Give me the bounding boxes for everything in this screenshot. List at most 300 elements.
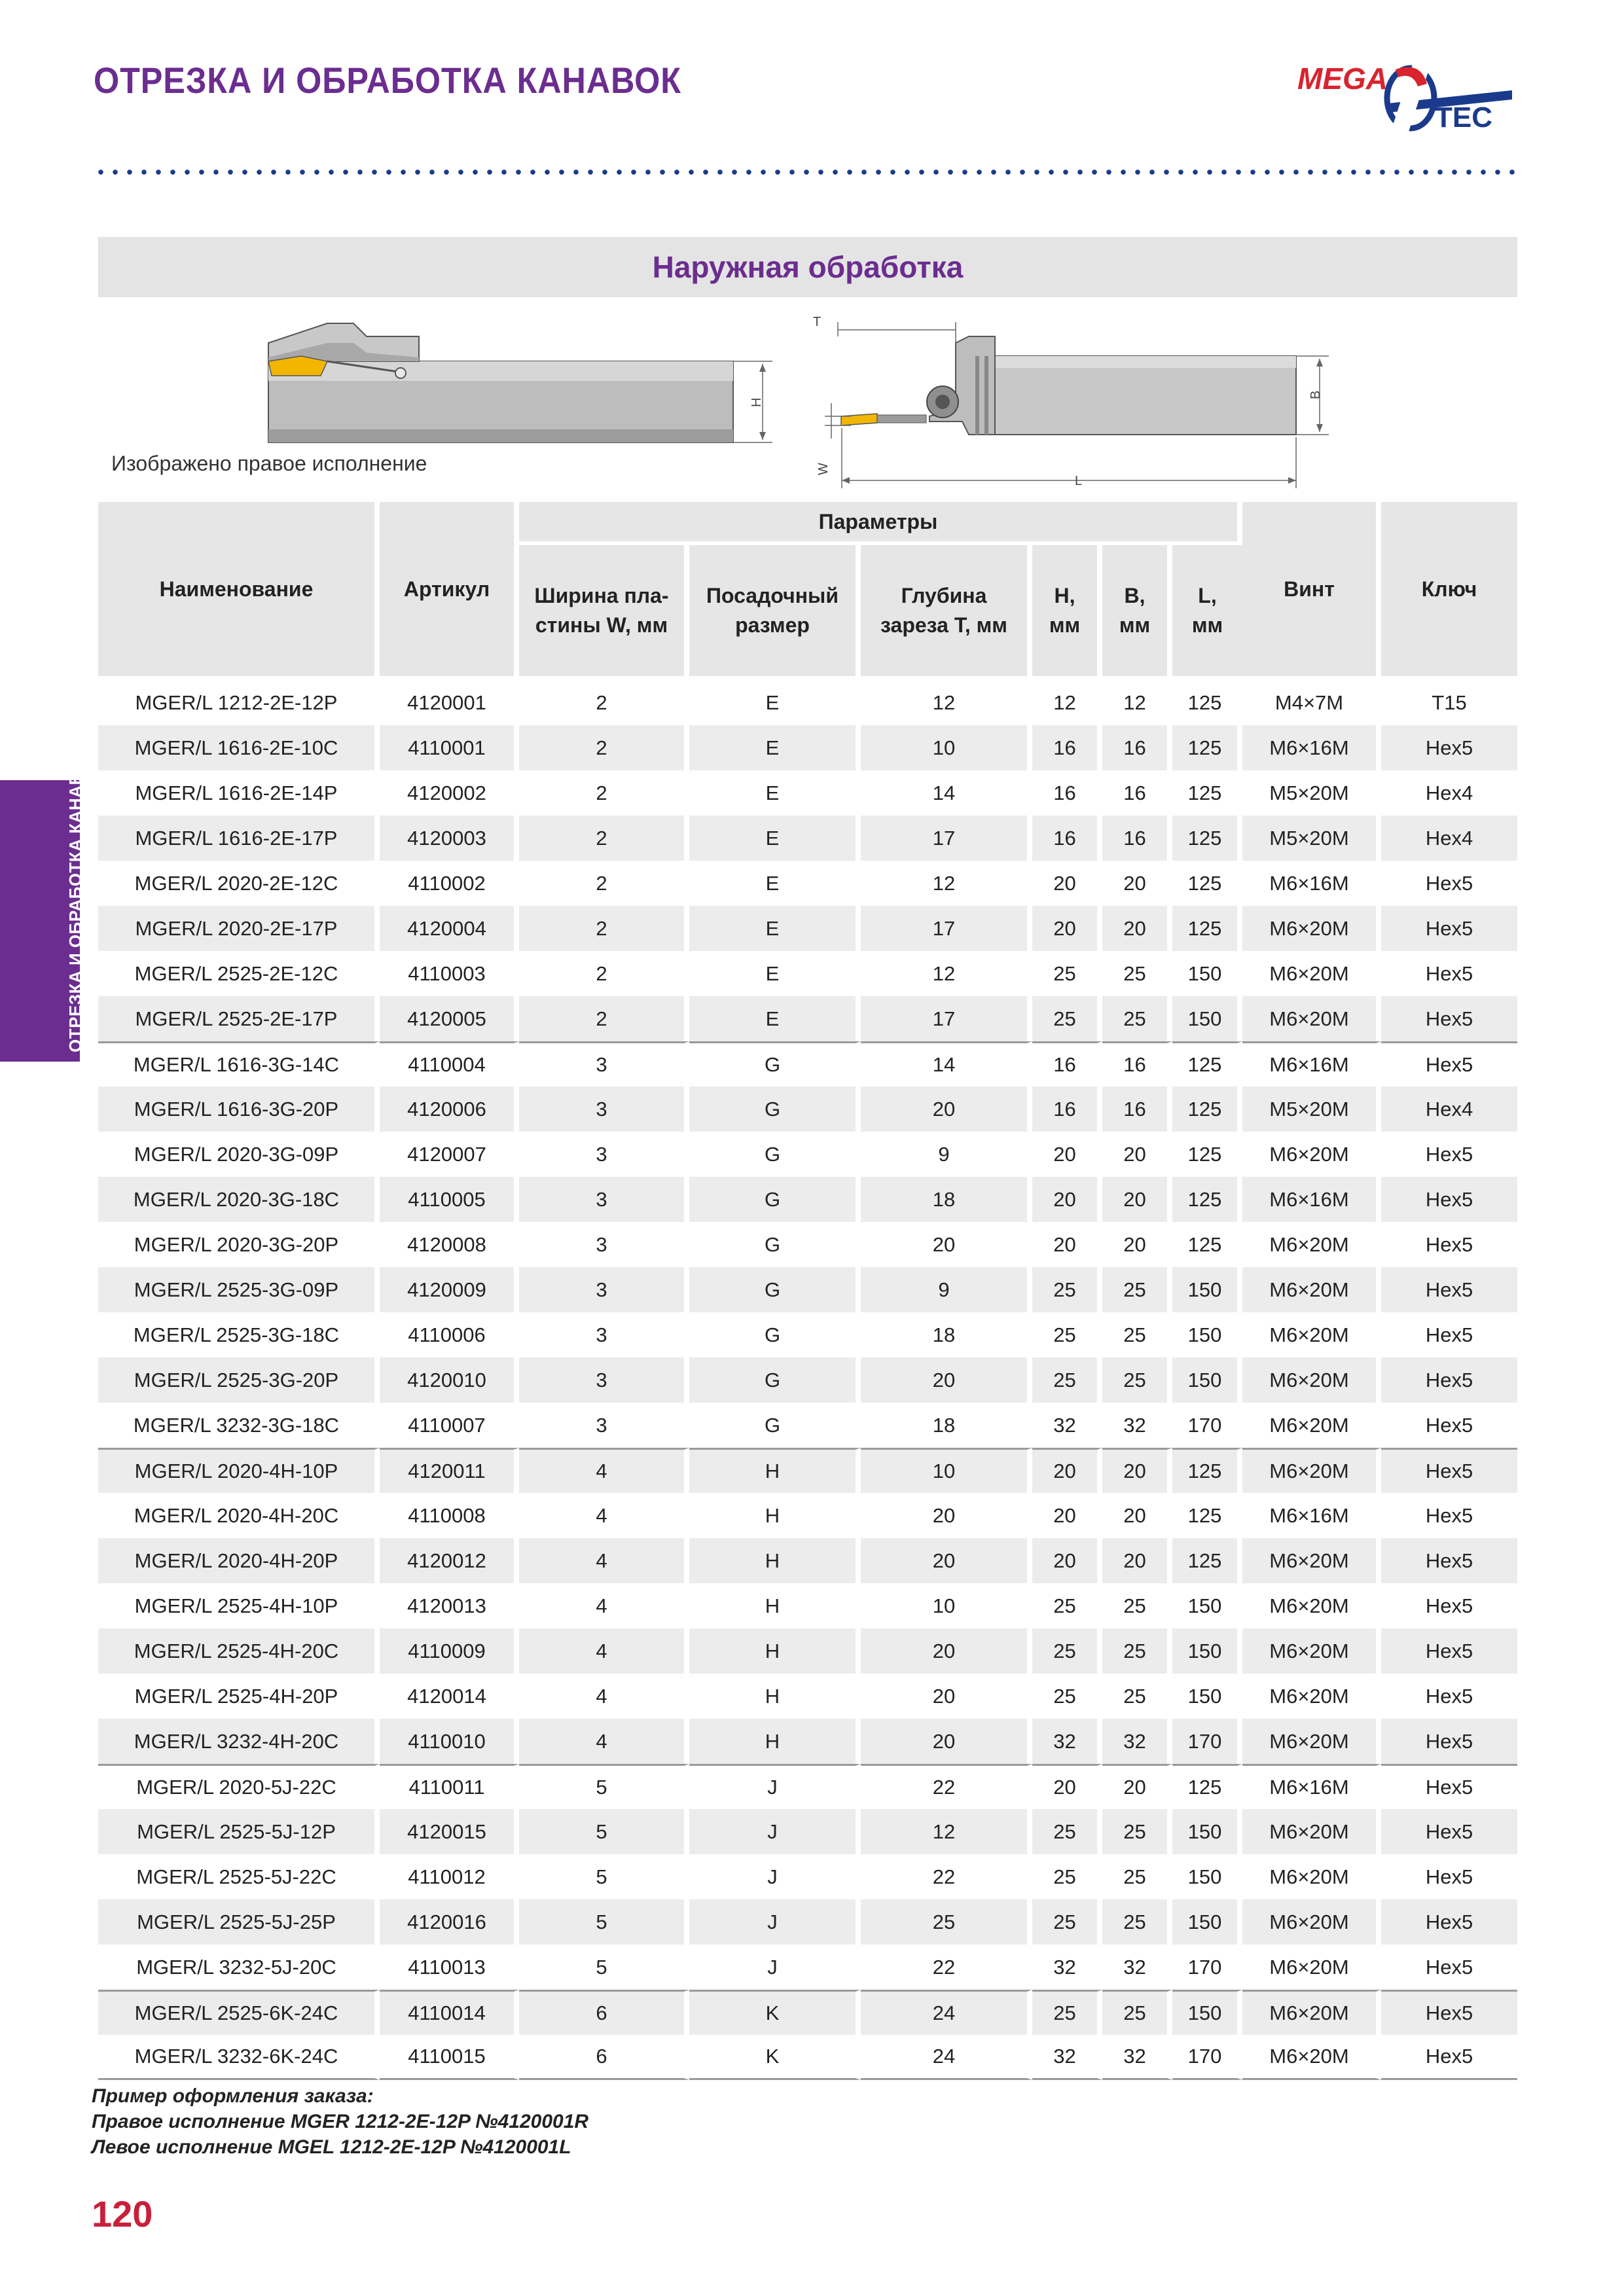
cell-article: 4110015	[380, 2035, 519, 2080]
cell-seat: H	[689, 1493, 861, 1538]
cell-depth: 18	[861, 1312, 1032, 1357]
cell-article: 4120007	[380, 1132, 519, 1177]
cell-depth: 24	[861, 1990, 1032, 2035]
side-view-drawing	[268, 323, 772, 442]
cell-name: MGER/L 2525-2E-12C	[98, 951, 380, 996]
cell-screw: M6×20M	[1242, 1267, 1381, 1312]
cell-name: MGER/L 1616-2E-17P	[98, 816, 380, 861]
dim-w-label: W	[816, 463, 831, 475]
cell-h: 32	[1032, 1403, 1102, 1448]
cell-name: MGER/L 2525-3G-18C	[98, 1312, 380, 1357]
cell-h: 25	[1032, 951, 1102, 996]
cell-width: 4	[519, 1719, 689, 1764]
cell-b: 32	[1102, 1403, 1172, 1448]
cell-l: 150	[1172, 1267, 1242, 1312]
cell-b: 16	[1102, 725, 1172, 770]
table-row	[98, 1809, 1517, 1854]
table-row	[98, 770, 1517, 816]
table-row	[98, 725, 1517, 770]
table-row	[98, 1945, 1517, 1990]
cell-key: Hex5	[1381, 1177, 1517, 1222]
cell-b: 25	[1102, 1583, 1172, 1628]
cell-article: 4120004	[380, 906, 519, 951]
cell-width: 2	[519, 861, 689, 906]
cell-b: 25	[1102, 1357, 1172, 1403]
cell-width: 2	[519, 816, 689, 861]
cell-h: 25	[1032, 1267, 1102, 1312]
cell-name: MGER/L 3232-4H-20C	[98, 1719, 380, 1764]
cell-h: 20	[1032, 1222, 1102, 1267]
cell-screw: M6×20M	[1242, 1538, 1381, 1583]
cell-l: 150	[1172, 1628, 1242, 1674]
cell-seat: G	[689, 1132, 861, 1177]
cell-article: 4120010	[380, 1357, 519, 1403]
cell-screw: M6×20M	[1242, 951, 1381, 996]
cell-name: MGER/L 2020-3G-18C	[98, 1177, 380, 1222]
cell-article: 4110007	[380, 1403, 519, 1448]
cell-b: 25	[1102, 1990, 1172, 2035]
table-row	[98, 1854, 1517, 1899]
cell-l: 150	[1172, 996, 1242, 1041]
cell-width: 5	[519, 1764, 689, 1809]
cell-width: 4	[519, 1628, 689, 1674]
cell-seat: H	[689, 1448, 861, 1493]
table-row	[98, 1403, 1517, 1448]
cell-h: 25	[1032, 1990, 1102, 2035]
cell-h: 25	[1032, 1312, 1102, 1357]
col-header-name: Наименование	[98, 502, 380, 680]
cell-article: 4110013	[380, 1945, 519, 1990]
cell-h: 20	[1032, 1493, 1102, 1538]
holders-table	[98, 502, 1517, 2080]
cell-depth: 22	[861, 1764, 1032, 1809]
cell-key: Hex5	[1381, 1899, 1517, 1945]
cell-article: 4110005	[380, 1177, 519, 1222]
cell-depth: 10	[861, 1448, 1032, 1493]
dim-b-label: B	[1308, 390, 1323, 399]
cell-key: Hex5	[1381, 1809, 1517, 1854]
cell-l: 125	[1172, 816, 1242, 861]
cell-screw: M6×20M	[1242, 996, 1381, 1041]
cell-seat: J	[689, 1899, 861, 1945]
cell-article: 4120011	[380, 1448, 519, 1493]
cell-width: 4	[519, 1448, 689, 1493]
cell-name: MGER/L 2020-4H-10P	[98, 1448, 380, 1493]
page-number: 120	[92, 2193, 153, 2234]
cell-b: 20	[1102, 1132, 1172, 1177]
cell-b: 20	[1102, 1764, 1172, 1809]
cell-name: MGER/L 2020-5J-22C	[98, 1764, 380, 1809]
cell-l: 125	[1172, 1764, 1242, 1809]
cell-name: MGER/L 1616-3G-14C	[98, 1041, 380, 1086]
order-example-left: Левое исполнение MGEL 1212-2E-12P №4120001L	[92, 2136, 571, 2158]
dim-l-label: L	[1075, 474, 1083, 488]
cell-key: Hex5	[1381, 1628, 1517, 1674]
cell-article: 4120013	[380, 1583, 519, 1628]
cell-h: 16	[1032, 816, 1102, 861]
cell-article: 4110012	[380, 1854, 519, 1899]
cell-depth: 20	[861, 1357, 1032, 1403]
cell-seat: G	[689, 1357, 861, 1403]
cell-l: 125	[1172, 680, 1242, 725]
cell-b: 16	[1102, 1041, 1172, 1086]
cell-key: Hex5	[1425, 1684, 1473, 1708]
cell-width: 4	[519, 1583, 689, 1628]
cell-key: Hex5	[1381, 1719, 1517, 1764]
cell-key: Hex5	[1381, 996, 1517, 1041]
table-row	[98, 1312, 1517, 1357]
cell-l: 170	[1172, 2035, 1242, 2080]
cell-seat: K	[689, 2035, 861, 2080]
cell-key: Hex5	[1381, 1990, 1517, 2035]
cell-h: 16	[1032, 1086, 1102, 1132]
cell-name: MGER/L 1616-2E-14P	[98, 770, 380, 816]
top-view-drawing	[813, 317, 1329, 488]
cell-screw: M6×16M	[1242, 1177, 1381, 1222]
cell-width: 2	[519, 680, 689, 725]
cell-b: 16	[1102, 770, 1172, 816]
cell-seat: E	[689, 770, 861, 816]
cell-width: 6	[519, 2035, 689, 2080]
cell-depth: 24	[861, 2035, 1032, 2080]
cell-h: 25	[1032, 1809, 1102, 1854]
cell-key: Hex5	[1425, 1142, 1473, 1166]
cell-depth: 9	[861, 1267, 1032, 1312]
cell-width: 5	[519, 1809, 689, 1854]
table-row	[98, 1990, 1517, 2035]
cell-l: 125	[1172, 1041, 1242, 1086]
cell-seat: E	[689, 906, 861, 951]
cell-l: 125	[1172, 1177, 1242, 1222]
cell-name: MGER/L 3232-3G-18C	[98, 1403, 380, 1448]
cell-l: 150	[1172, 1899, 1242, 1945]
table-row	[98, 1764, 1517, 1809]
cell-width: 3	[519, 1357, 689, 1403]
table-row	[98, 861, 1517, 906]
cell-name: MGER/L 2525-6K-24C	[98, 1990, 380, 2035]
cell-name: MGER/L 2020-4H-20P	[98, 1538, 380, 1583]
cell-width: 3	[519, 1222, 689, 1267]
cell-screw: M6×16M	[1242, 861, 1381, 906]
cell-article: 4110003	[380, 951, 519, 996]
cell-name: MGER/L 2020-3G-20P	[98, 1222, 380, 1267]
cell-key: Hex5	[1425, 1413, 1473, 1437]
cell-depth: 12	[861, 1809, 1032, 1854]
cell-name: MGER/L 3232-6K-24C	[98, 2035, 380, 2080]
cell-key: Hex4	[1381, 1086, 1517, 1132]
cell-l: 150	[1172, 1583, 1242, 1628]
cell-name: MGER/L 2525-4H-20P	[98, 1674, 380, 1719]
cell-depth: 25	[861, 1899, 1032, 1945]
cell-depth: 20	[861, 1674, 1032, 1719]
cell-width: 3	[519, 1132, 689, 1177]
cell-width: 5	[519, 1854, 689, 1899]
order-example-right: Правое исполнение MGER 1212-2E-12P №4120001R	[92, 2111, 589, 2132]
cell-h: 32	[1032, 2035, 1102, 2080]
cell-b: 25	[1102, 1809, 1172, 1854]
cell-screw: M6×16M	[1242, 1041, 1381, 1086]
cell-width: 2	[519, 725, 689, 770]
cell-screw: M6×20M	[1242, 1403, 1381, 1448]
cell-width: 3	[519, 1177, 689, 1222]
cell-width: 4	[519, 1674, 689, 1719]
cell-l: 150	[1172, 1312, 1242, 1357]
cell-seat: J	[689, 1945, 861, 1990]
cell-key: Hex5	[1381, 725, 1517, 770]
cell-b: 32	[1102, 1945, 1172, 1990]
cell-depth: 22	[861, 1854, 1032, 1899]
cell-l: 150	[1172, 1854, 1242, 1899]
cell-article: 4120009	[380, 1267, 519, 1312]
table-row	[98, 816, 1517, 861]
cell-key: Hex5	[1425, 1323, 1473, 1346]
cell-seat: H	[689, 1628, 861, 1674]
col-header-params: Параметры	[519, 502, 1242, 545]
cell-b: 25	[1102, 996, 1172, 1041]
section-title: Наружная обработка	[652, 250, 964, 284]
cell-seat: H	[689, 1538, 861, 1583]
cell-depth: 20	[861, 1086, 1032, 1132]
cell-l: 150	[1172, 1674, 1242, 1719]
cell-key: Hex5	[1425, 1232, 1473, 1256]
cell-h: 20	[1032, 1538, 1102, 1583]
cell-screw: M6×16M	[1242, 1493, 1381, 1538]
col-header-screw: Винт	[1242, 502, 1381, 680]
table-row	[98, 1357, 1517, 1403]
cell-screw: M6×20M	[1242, 1809, 1381, 1854]
cell-key: Hex5	[1425, 1503, 1473, 1527]
cell-name: MGER/L 2525-4H-20C	[98, 1628, 380, 1674]
cell-key: T15	[1432, 691, 1467, 714]
cell-screw: M6×20M	[1242, 1628, 1381, 1674]
cell-b: 20	[1102, 1448, 1172, 1493]
cell-l: 150	[1172, 951, 1242, 996]
cell-screw: M6×20M	[1242, 1132, 1381, 1177]
cell-b: 25	[1102, 1628, 1172, 1674]
cell-article: 4120006	[380, 1086, 519, 1132]
cell-depth: 9	[861, 1132, 1032, 1177]
section-banner	[98, 237, 1517, 297]
col-header-key: Ключ	[1381, 502, 1517, 680]
cell-screw: M6×20M	[1242, 906, 1381, 951]
cell-screw: M6×20M	[1242, 2035, 1381, 2080]
cell-depth: 20	[861, 1628, 1032, 1674]
table-row	[98, 1899, 1517, 1945]
cell-article: 4120008	[380, 1222, 519, 1267]
table-row	[98, 1448, 1517, 1493]
col-header-h: H, мм	[1032, 545, 1102, 680]
cell-h: 32	[1032, 1719, 1102, 1764]
cell-screw: M4×7M	[1242, 680, 1381, 725]
cell-screw: M5×20M	[1242, 816, 1381, 861]
cell-screw: M6×20M	[1242, 1222, 1381, 1267]
table-row	[98, 2035, 1517, 2080]
cell-name: MGER/L 1616-3G-20P	[98, 1086, 380, 1132]
cell-key: Hex5	[1425, 871, 1473, 895]
cell-screw: M5×20M	[1242, 770, 1381, 816]
cell-h: 20	[1032, 1448, 1102, 1493]
cell-b: 20	[1102, 1177, 1172, 1222]
cell-screw: M6×20M	[1242, 1945, 1381, 1990]
cell-article: 4110014	[380, 1990, 519, 2035]
table-row	[98, 1267, 1517, 1312]
col-header-width: Ширина пла- стины W, мм	[519, 545, 689, 680]
cell-l: 125	[1172, 725, 1242, 770]
cell-b: 20	[1102, 906, 1172, 951]
cell-l: 150	[1172, 1357, 1242, 1403]
cell-width: 2	[519, 996, 689, 1041]
cell-l: 170	[1172, 1403, 1242, 1448]
cell-seat: G	[689, 1403, 861, 1448]
cell-depth: 17	[861, 816, 1032, 861]
cell-key: Hex5	[1381, 1357, 1517, 1403]
table-row	[98, 1674, 1517, 1719]
cell-depth: 22	[861, 1945, 1032, 1990]
order-example-title: Пример оформления заказа:	[92, 2085, 374, 2107]
cell-screw: M6×20M	[1242, 1583, 1381, 1628]
cell-l: 170	[1172, 1945, 1242, 1990]
table-row	[98, 1132, 1517, 1177]
cell-article: 4120015	[380, 1809, 519, 1854]
cell-h: 25	[1032, 1583, 1102, 1628]
cell-article: 4110001	[380, 725, 519, 770]
cell-h: 12	[1032, 680, 1102, 725]
cell-b: 20	[1102, 1538, 1172, 1583]
cell-depth: 10	[861, 1583, 1032, 1628]
cell-seat: J	[689, 1854, 861, 1899]
cell-screw: M6×20M	[1242, 1719, 1381, 1764]
cell-seat: H	[689, 1583, 861, 1628]
cell-b: 20	[1102, 861, 1172, 906]
cell-name: MGER/L 2525-5J-22C	[98, 1854, 380, 1899]
cell-b: 12	[1102, 680, 1172, 725]
side-tab-label: ОТРЕЗКА И ОБРАБОТКА КАНАВОК	[65, 748, 85, 1052]
cell-article: 4110002	[380, 861, 519, 906]
cell-width: 3	[519, 1312, 689, 1357]
table-row	[98, 1538, 1517, 1583]
cell-width: 3	[519, 1403, 689, 1448]
logo-mega-text: MEGA	[1297, 62, 1388, 96]
cell-depth: 17	[861, 996, 1032, 1041]
cell-article: 4120012	[380, 1538, 519, 1583]
cell-l: 170	[1172, 1719, 1242, 1764]
table-row	[98, 951, 1517, 996]
cell-article: 4120005	[380, 996, 519, 1041]
cell-width: 4	[519, 1538, 689, 1583]
cell-width: 4	[519, 1493, 689, 1538]
cell-screw: M6×20M	[1242, 1990, 1381, 2035]
col-header-seat: Посадочный размер	[689, 545, 861, 680]
cell-name: MGER/L 2525-5J-25P	[98, 1899, 380, 1945]
megatec-logo	[1296, 58, 1519, 136]
cell-depth: 17	[861, 906, 1032, 951]
cell-key: Hex5	[1381, 1538, 1517, 1583]
cell-article: 4120016	[380, 1899, 519, 1945]
table-row	[98, 1222, 1517, 1267]
logo-tec-text: TEC	[1435, 101, 1492, 134]
cell-b: 25	[1102, 1899, 1172, 1945]
cell-b: 32	[1102, 1719, 1172, 1764]
cell-seat: E	[689, 680, 861, 725]
cell-h: 16	[1032, 725, 1102, 770]
cell-seat: J	[689, 1809, 861, 1854]
cell-width: 5	[519, 1945, 689, 1990]
table-row	[98, 1493, 1517, 1538]
cell-l: 125	[1172, 1132, 1242, 1177]
cell-name: MGER/L 2020-4H-20C	[98, 1493, 380, 1538]
cell-key: Hex5	[1381, 1448, 1517, 1493]
cell-width: 6	[519, 1990, 689, 2035]
cell-depth: 20	[861, 1538, 1032, 1583]
cell-seat: J	[689, 1764, 861, 1809]
cell-seat: E	[689, 816, 861, 861]
dim-h-label: H	[749, 397, 764, 407]
cell-depth: 20	[861, 1719, 1032, 1764]
cell-depth: 12	[861, 861, 1032, 906]
cell-depth: 14	[861, 1041, 1032, 1086]
cell-b: 32	[1102, 2035, 1172, 2080]
cell-name: MGER/L 2525-3G-20P	[98, 1357, 380, 1403]
cell-width: 3	[519, 1267, 689, 1312]
cell-depth: 20	[861, 1222, 1032, 1267]
cell-depth: 18	[861, 1177, 1032, 1222]
table-row	[98, 1583, 1517, 1628]
cell-h: 32	[1032, 1945, 1102, 1990]
table-row	[98, 1177, 1517, 1222]
cell-screw: M6×20M	[1242, 1312, 1381, 1357]
table-row	[98, 1628, 1517, 1674]
cell-article: 4110004	[380, 1041, 519, 1086]
cell-key: Hex5	[1381, 1764, 1517, 1809]
figure-caption: Изображено правое исполнение	[111, 452, 427, 475]
cell-article: 4110008	[380, 1493, 519, 1538]
cell-h: 25	[1032, 1357, 1102, 1403]
cell-seat: G	[689, 1222, 861, 1267]
page-section-title: ОТРЕЗКА И ОБРАБОТКА КАНАВОК	[94, 60, 681, 101]
cell-screw: M6×20M	[1242, 1448, 1381, 1493]
cell-article: 4110011	[380, 1764, 519, 1809]
order-example	[92, 2083, 588, 2160]
cell-name: MGER/L 2525-2E-17P	[98, 996, 380, 1041]
cell-key: Hex5	[1381, 1267, 1517, 1312]
cell-seat: G	[689, 1086, 861, 1132]
cell-depth: 14	[861, 770, 1032, 816]
table-row	[98, 906, 1517, 951]
table-row	[98, 996, 1517, 1041]
cell-seat: K	[689, 1990, 861, 2035]
table-row	[98, 1086, 1517, 1132]
col-header-l: L, мм	[1172, 545, 1242, 680]
cell-depth: 12	[861, 951, 1032, 996]
cell-name: MGER/L 2525-3G-09P	[98, 1267, 380, 1312]
cell-b: 25	[1102, 1674, 1172, 1719]
cell-h: 25	[1032, 1854, 1102, 1899]
cell-name: MGER/L 2525-4H-10P	[98, 1583, 380, 1628]
cell-b: 25	[1102, 1312, 1172, 1357]
cell-h: 25	[1032, 1674, 1102, 1719]
cell-seat: E	[689, 996, 861, 1041]
cell-width: 2	[519, 906, 689, 951]
cell-h: 20	[1032, 1764, 1102, 1809]
cell-seat: H	[689, 1674, 861, 1719]
cell-screw: M6×20M	[1242, 1899, 1381, 1945]
cell-h: 20	[1032, 906, 1102, 951]
cell-l: 150	[1172, 1809, 1242, 1854]
cell-depth: 20	[861, 1493, 1032, 1538]
cell-h: 16	[1032, 770, 1102, 816]
cell-l: 125	[1172, 1222, 1242, 1267]
cell-name: MGER/L 1616-2E-10C	[98, 725, 380, 770]
